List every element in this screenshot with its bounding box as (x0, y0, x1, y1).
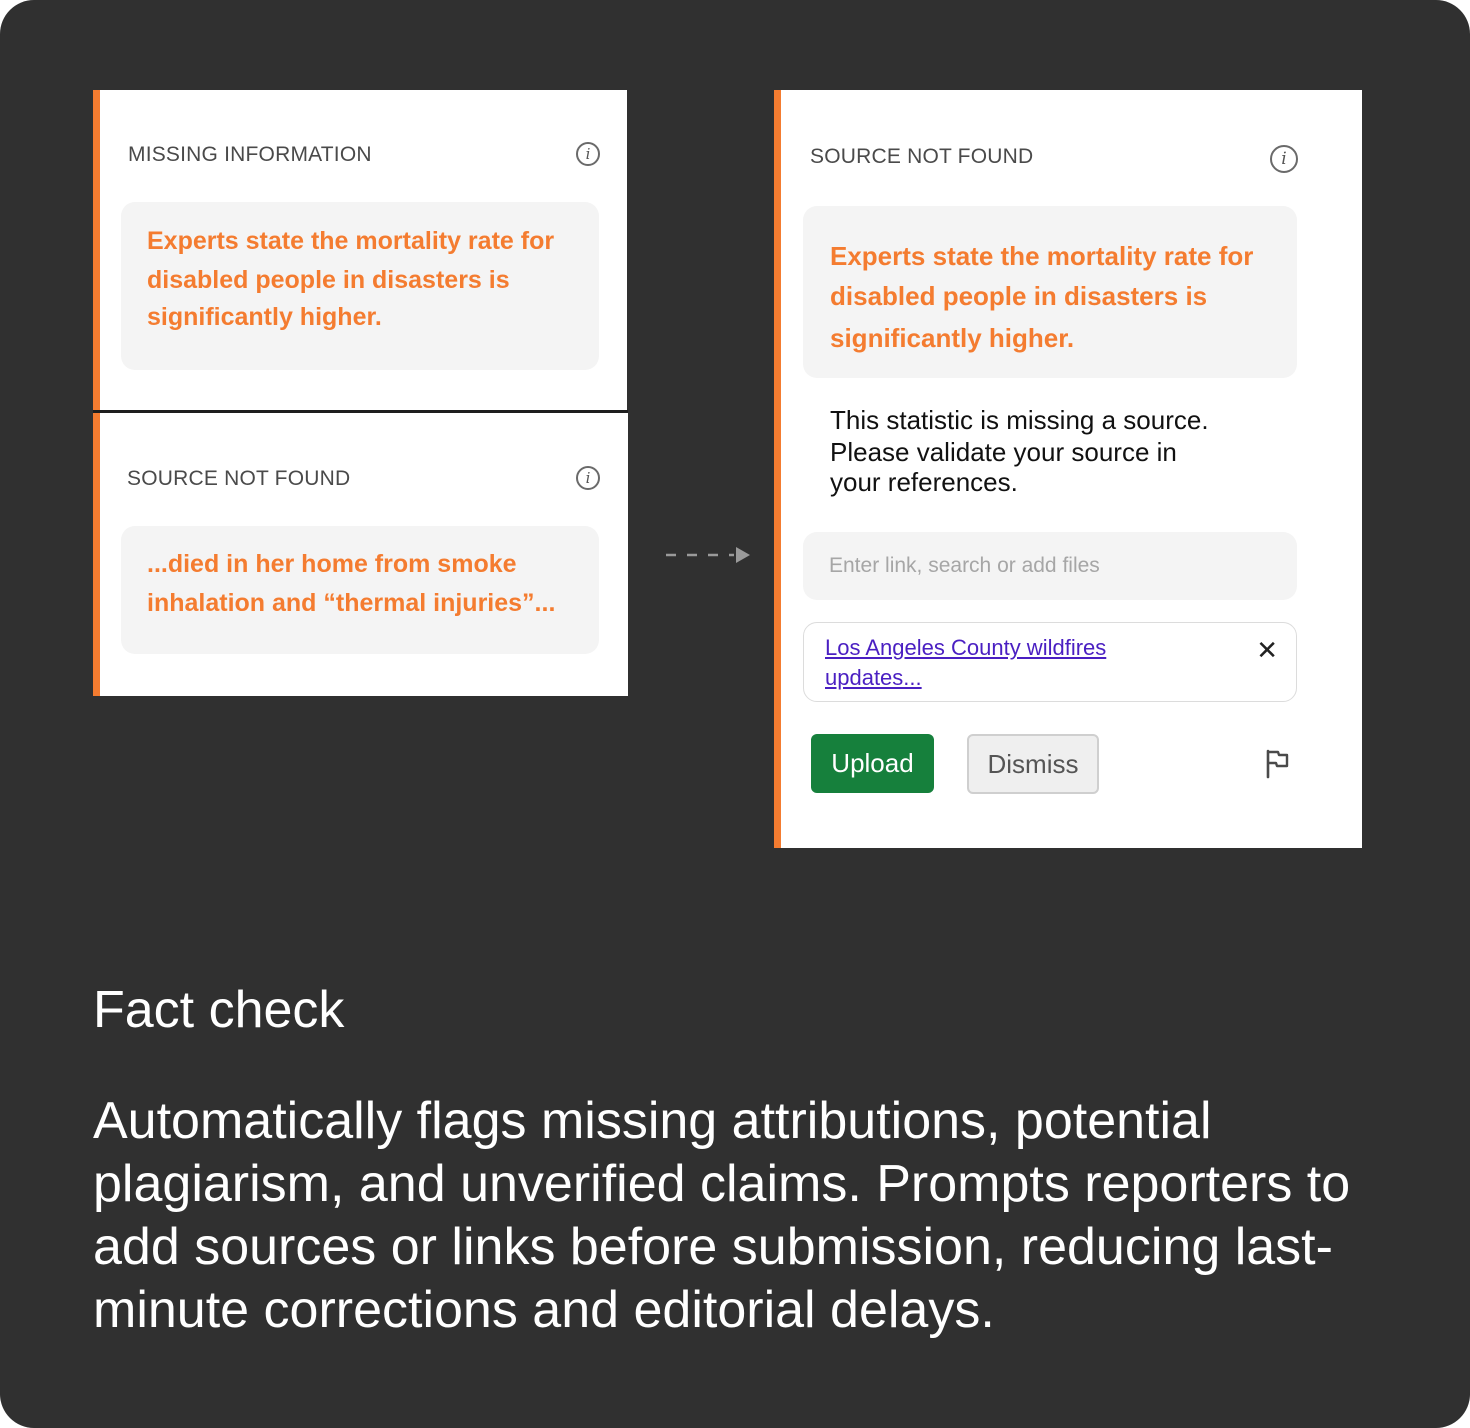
flag-card-missing-information[interactable] (93, 90, 627, 410)
info-icon[interactable]: i (576, 466, 600, 490)
feature-description: Automatically flags missing attributions, potential plagiarism, and unverified claims. Prompts reporters to add sources or links before submission, reducing last-minute corrections and editorial delays. (93, 1092, 1351, 1339)
flagged-quote (121, 526, 599, 654)
quote-line: Experts state the mortality rate for (830, 241, 1254, 271)
source-search-input[interactable]: Enter link, search or add files (803, 532, 1297, 600)
card-heading: MISSING INFORMATION (128, 143, 372, 166)
flagged-quote (121, 202, 599, 370)
flag-card-source-not-found[interactable] (93, 413, 628, 696)
quote-line: disabled people in disasters is (147, 266, 510, 294)
link-line: Los Angeles County wildfires (825, 635, 1107, 660)
source-not-found-detail-card (774, 90, 1362, 848)
card-heading: SOURCE NOT FOUND (127, 467, 351, 490)
accent-bar (93, 413, 100, 696)
message-line: your references. (830, 467, 1018, 497)
attached-source-link (803, 622, 1297, 702)
upload-button[interactable]: Upload (811, 734, 934, 793)
arrow-right-icon (664, 544, 754, 566)
flag-icon[interactable] (1264, 749, 1292, 779)
quote-line: ...died in her home from smoke (147, 550, 517, 578)
info-icon[interactable]: i (576, 142, 600, 166)
message-line: Please validate your source in (830, 437, 1177, 467)
close-icon[interactable]: ✕ (1256, 635, 1278, 665)
accent-bar (774, 90, 781, 848)
message-line: This statistic is missing a source. (830, 405, 1209, 435)
accent-bar (93, 90, 100, 410)
source-link[interactable] (825, 633, 1145, 693)
flagged-quote (803, 206, 1297, 378)
card-heading: SOURCE NOT FOUND (810, 145, 1034, 168)
quote-line: inhalation and “thermal injuries”... (147, 589, 556, 617)
dismiss-button[interactable]: Dismiss (967, 734, 1099, 794)
missing-source-message (830, 404, 1209, 498)
link-line: updates... (825, 665, 922, 690)
quote-line: significantly higher. (147, 303, 382, 331)
quote-line: Experts state the mortality rate for (147, 227, 555, 255)
info-icon[interactable]: i (1270, 145, 1298, 173)
quote-line: significantly higher. (830, 323, 1075, 353)
feature-title: Fact check (93, 981, 345, 1039)
quote-line: disabled people in disasters is (830, 281, 1208, 311)
